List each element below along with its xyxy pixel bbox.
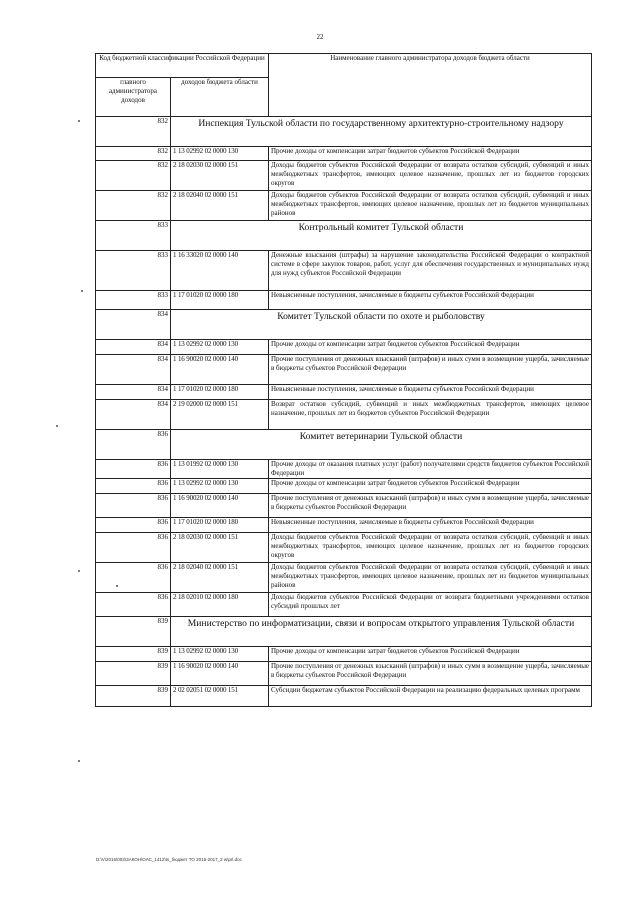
income-code-cell: 1 13 02992 02 0000 130 [171,647,269,662]
income-name-cell: Прочие доходы от компенсации затрат бюджетов субъектов Российской Федерации [269,340,592,355]
income-name-cell: Прочие доходы от оказания платных услуг (работ) получателями средств бюджетов субъектов Российской Федерации [269,460,592,479]
income-code-cell: 2 18 02030 02 0000 151 [171,533,269,563]
income-administrators-table [95,53,592,707]
document-path-footer: D:\V\2016\003\ЗАКОН\ОАС_1412\ts_бюджет ТО 2015-2017_2 w\prl.doc [96,857,242,862]
admin-code-cell: 836 [96,494,171,518]
admin-code-cell: 836 [96,593,171,617]
admin-code-cell: 839 [96,662,171,686]
income-code-cell: 1 17 01020 02 0000 180 [171,291,269,310]
income-name-cell: Невыясненные поступления, зачисляемые в бюджеты субъектов Российской Федерации [269,518,592,533]
administrator-name: Контрольный комитет Тульской области [171,221,592,251]
income-name-cell: Возврат остатков субсидий, субвенций и иных межбюджетных трансфертов, имеющих целевое назначение, прошлых лет из бюджетов субъектов Российской Федерации [269,400,592,430]
income-code-cell: 1 16 90020 02 0000 140 [171,494,269,518]
administrator-name: Комитет Тульской области по охоте и рыболовству [171,310,592,340]
table-row [96,686,592,707]
admin-code-cell: 836 [96,430,171,460]
admin-code-cell: 834 [96,355,171,385]
income-name-cell: Доходы бюджетов субъектов Российской Федерации от возврата остатков субсидий, субвенций и иных межбюджетных трансфертов, имеющих целевое назначение, прошлых лет из бюджетов городских округов [269,533,592,563]
scan-dot [81,290,83,292]
administrator-title-row [96,117,592,147]
table-row [96,494,592,518]
page-number: 22 [316,33,324,41]
income-code-cell: 1 17 01020 02 0000 180 [171,518,269,533]
income-name-cell: Невыясненные поступления, зачисляемые в бюджеты субъектов Российской Федерации [269,385,592,400]
administrator-title-row [96,310,592,340]
table-row [96,251,592,291]
income-name-cell: Прочие поступления от денежных взысканий (штрафов) и иных сумм в возмещение ущерба, зачисляемые в бюджеты субъектов Российской Федерации [269,662,592,686]
income-code-cell: 1 13 01992 02 0000 130 [171,460,269,479]
income-code-cell: 1 16 33020 02 0000 140 [171,251,269,291]
income-code-cell: 2 18 02030 02 0000 151 [171,161,269,191]
table-row [96,647,592,662]
table-row [96,593,592,617]
admin-code-cell: 836 [96,460,171,479]
income-name-cell: Денежные взыскания (штрафы) за нарушение законодательства Российской Федерации о контрактной системе в сфере закупок товаров, работ, услуг для обеспечения государственных и муниципальных нужд для нужд субъектов Российской Федерации [269,251,592,291]
table-row [96,518,592,533]
administrator-name: Инспекция Тульской области по государственному архитектурно-строительному надзору [171,117,592,147]
income-name-cell: Невыясненные поступления, зачисляемые в бюджеты субъектов Российской Федерации [269,291,592,310]
income-name-cell: Доходы бюджетов субъектов Российской Федерации от возврата остатков субсидий, субвенций и иных межбюджетных трансфертов, имеющих целевое назначение, прошлых лет из бюджетов муниципальных районов [269,563,592,593]
income-code-cell: 2 18 02010 02 0000 180 [171,593,269,617]
scan-dot [78,570,80,572]
header-income-column: доходов бюджета области [171,78,269,117]
administrator-title-row [96,617,592,647]
table-row [96,355,592,385]
header-admin-column: главного администратора доходов [96,78,171,117]
income-name-cell: Доходы бюджетов субъектов Российской Федерации от возврата остатков субсидий, субвенций и иных межбюджетных трансфертов, имеющих целевое назначение, прошлых лет из бюджетов муниципальных районов [269,191,592,221]
table-row [96,400,592,430]
table-row [96,147,592,161]
table-row [96,479,592,494]
income-name-cell: Прочие доходы от компенсации затрат бюджетов субъектов Российской Федерации [269,147,592,161]
income-name-cell: Прочие доходы от компенсации затрат бюджетов субъектов Российской Федерации [269,647,592,662]
administrator-title-row [96,430,592,460]
admin-code-cell: 834 [96,310,171,340]
income-code-cell: 2 02 02051 02 0000 151 [171,686,269,707]
admin-code-cell: 834 [96,400,171,430]
admin-code-cell: 836 [96,479,171,494]
income-name-cell: Доходы бюджетов субъектов Российской Федерации от возврата остатков субсидий, субвенций и иных межбюджетных трансфертов, имеющих целевое назначение, прошлых лет из бюджетов городских округов [269,161,592,191]
admin-code-cell: 832 [96,147,171,161]
admin-code-cell: 836 [96,563,171,593]
table-row [96,385,592,400]
table-row [96,291,592,310]
table-row [96,340,592,355]
admin-code-cell: 833 [96,291,171,310]
administrator-name: Комитет ветеринарии Тульской области [171,430,592,460]
income-code-cell: 2 18 02040 02 0000 151 [171,563,269,593]
admin-code-cell: 834 [96,385,171,400]
income-name-cell: Прочие поступления от денежных взысканий (штрафов) и иных сумм в возмещение ущерба, зачисляемые в бюджеты субъектов Российской Федерации [269,494,592,518]
income-name-cell: Субсидии бюджетам субъектов Российской Федерации на реализацию федеральных целевых программ [269,686,592,707]
table-row [96,533,592,563]
table-row [96,161,592,191]
administrator-name: Министерство по информатизации, связи и вопросам открытого управления Тульской области [171,617,592,647]
income-name-cell: Прочие доходы от компенсации затрат бюджетов субъектов Российской Федерации [269,479,592,494]
admin-code-cell: 839 [96,617,171,647]
admin-code-cell: 839 [96,686,171,707]
income-code-cell: 1 16 90020 02 0000 140 [171,355,269,385]
income-code-cell: 1 16 90020 02 0000 140 [171,662,269,686]
admin-code-cell: 833 [96,221,171,251]
admin-code-cell: 832 [96,161,171,191]
header-name-column: Наименование главного администратора доходов бюджета области [269,54,592,117]
income-code-cell: 1 13 02992 02 0000 130 [171,147,269,161]
income-name-cell: Доходы бюджетов субъектов Российской Федерации от возврата бюджетными учреждениями остатков субсидий прошлых лет [269,593,592,617]
scan-dot [78,120,80,122]
table-row [96,191,592,221]
admin-code-cell: 832 [96,117,171,147]
admin-code-cell: 839 [96,647,171,662]
income-code-cell: 1 13 02992 02 0000 130 [171,340,269,355]
scan-dot [116,585,118,587]
table-row [96,662,592,686]
income-name-cell: Прочие поступления от денежных взысканий (штрафов) и иных сумм в возмещение ущерба, зачисляемые в бюджеты субъектов Российской Федерации [269,355,592,385]
scan-dot [78,760,80,762]
table-header-row [96,54,592,78]
administrator-title-row [96,221,592,251]
table-row [96,460,592,479]
admin-code-cell: 836 [96,533,171,563]
income-code-cell: 2 19 02000 02 0000 151 [171,400,269,430]
admin-code-cell: 833 [96,251,171,291]
admin-code-cell: 836 [96,518,171,533]
income-code-cell: 2 18 02040 02 0000 151 [171,191,269,221]
income-code-cell: 1 17 01020 02 0000 180 [171,385,269,400]
header-code-group: Код бюджетной классификации Российской Федерации [96,54,269,78]
income-code-cell: 1 13 02992 02 0000 130 [171,479,269,494]
admin-code-cell: 834 [96,340,171,355]
table-row [96,563,592,593]
admin-code-cell: 832 [96,191,171,221]
scan-dot [56,425,58,427]
